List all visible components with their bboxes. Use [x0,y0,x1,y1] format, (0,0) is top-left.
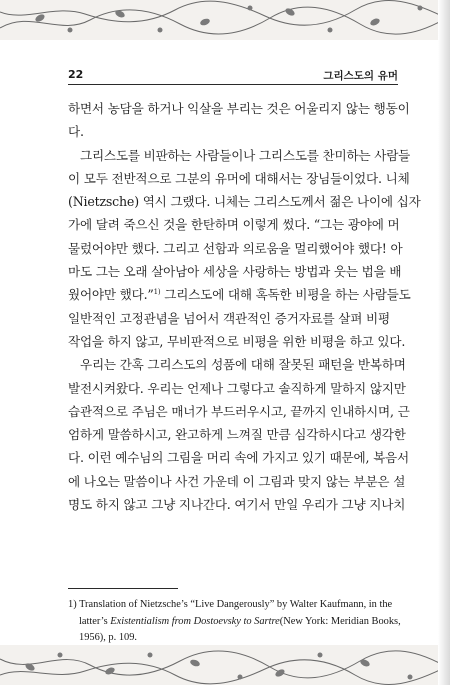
footnote-book-title: Existentialism from Dostoevsky to Sartre [110,615,280,627]
footnote-line [68,614,401,631]
text-line: 다. 이런 예수님의 그림을 머리 속에 가지고 있기 때문에, 복음서 [68,450,409,466]
footnote-reference: 1) [153,288,161,297]
text-line: 다. [68,124,84,140]
text-line: 우리는 간혹 그리스도의 성품에 대해 잘못된 패턴을 반복하며 [80,357,406,373]
text-line: 에 나오는 말씀이나 사건 가운데 이 그림과 맞지 않는 부분은 설 [68,473,406,489]
text-line: 가에 달려 죽으신 것을 한탄하며 이렇게 썼다. “그는 광야에 머 [68,217,400,233]
body-text [68,97,421,516]
floral-border-top [0,0,450,40]
footnote [68,597,401,647]
footnote-rule [68,588,178,589]
text-segment: 웠어야만 했다.” [68,287,154,303]
page-number: 22 [68,68,84,81]
floral-vine-ornament [0,0,450,40]
text-line: 이 모두 전반적으로 그분의 유머에 대해서는 장님들이었다. 니체 [68,170,410,186]
footnote-line: 1) Translation of Nietzsche’s “Live Dangerously” by Walter Kaufmann, in the [68,599,393,610]
text-line: 하면서 농담을 하거나 익살을 부리는 것은 어울리지 않는 행동이 [68,101,410,116]
text-line [68,283,411,306]
text-segment: 그리스도에 대해 혹독한 비평을 하는 사람들도 [160,287,411,303]
floral-border-bottom [0,645,450,685]
text-line: 마도 그는 오래 살아남아 세상을 사랑하는 방법과 웃는 법을 배 [68,264,402,280]
text-line: 발전시켜왔다. 우리는 언제나 그렇다고 솔직하게 말하지 않지만 [68,380,406,396]
text-line: (Nietzsche) 역시 그랬다. 니체는 그리스도께서 젊은 나이에 십자 [68,194,421,210]
running-head: 그리스도의 유머 [323,70,398,82]
text-line: 명도 하지 않고 그냥 지나간다. 여기서 만일 우리가 그냥 지나치 [68,497,406,513]
footnote-line: 1956), p. 109. [79,632,138,644]
footnote-segment: (New York: Meridian Books, [279,615,401,627]
floral-vine-ornament [0,645,450,685]
page-edge-shadow [438,0,450,685]
text-line: 습관적으로 주님은 매너가 부드러우시고, 끝까지 인내하시며, 근 [68,403,410,419]
page-header [68,68,398,85]
text-line: 그리스도를 비판하는 사람들이나 그리스도를 찬미하는 사람들 [80,147,411,163]
footnote-segment: latter’s [79,615,111,627]
text-line: 엄하게 말씀하시고, 완고하게 느껴질 만큼 심각하시다고 생각한 [68,427,406,443]
text-line: 일반적인 고정관념을 넘어서 객관적인 증거자료를 살펴 비평 [68,310,390,326]
text-line: 작업을 하지 않고, 무비판적으로 비평을 위한 비평을 하고 있다. [68,333,406,349]
text-line: 물렀어야만 했다. 그리고 선함과 의로움을 멀리했어야 했다! 아 [68,240,403,256]
